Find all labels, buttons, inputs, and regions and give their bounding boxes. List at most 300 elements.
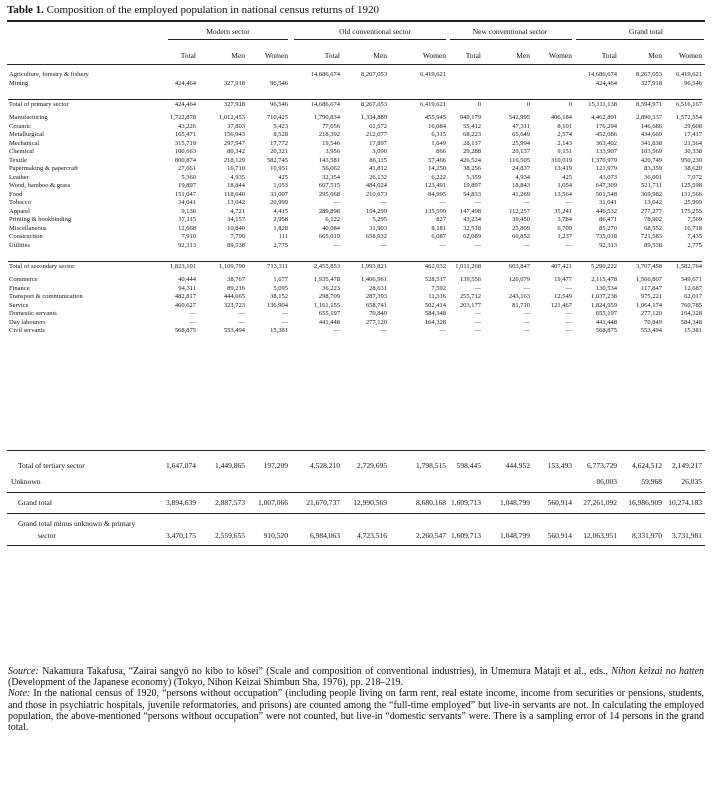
group-header-old: Old conventional sector (339, 27, 411, 36)
cell: 165,471 (174, 131, 196, 138)
row-label: Printing & bookbinding (9, 216, 72, 223)
cell: 7,569 (687, 216, 702, 223)
column-header: Women (264, 51, 288, 60)
cell: 327,918 (196, 100, 245, 111)
row-label: Day labourers (9, 318, 46, 326)
cell: 80,342 (227, 148, 245, 155)
secondary-total-row (8, 262, 702, 273)
primary-total-row (8, 100, 702, 111)
cell: 19,546 (322, 139, 340, 147)
summary-cell: 197,209 (263, 461, 288, 470)
summary-cell: 2,887,573 (215, 498, 245, 507)
cell: 83,359 (644, 165, 662, 172)
cell: 151,047 (174, 190, 196, 198)
cell: 135,599 (424, 207, 446, 215)
cell: 2,958 (273, 216, 288, 223)
table-row (8, 123, 702, 132)
cell: 17,772 (270, 139, 288, 147)
cell: 528,517 (424, 276, 446, 283)
cell: 0 (481, 100, 530, 111)
table-row (8, 216, 702, 225)
cell: 568,875 (595, 327, 617, 334)
cell (530, 80, 572, 89)
cell (288, 80, 340, 89)
cell: 1,790,834 (314, 114, 340, 121)
group-rule-old (294, 39, 446, 40)
cell: — (281, 318, 288, 326)
cell: 6,709 (557, 224, 572, 232)
cell: 1,012,453 (219, 114, 245, 121)
cell: 86,471 (599, 216, 617, 223)
row-label: Ceramic (9, 122, 32, 130)
source-book-title: Nihon keizai no hatten (611, 666, 705, 677)
cell: — (380, 199, 387, 206)
cell (446, 71, 481, 80)
cell: 57,466 (428, 156, 446, 164)
cell: 21,564 (684, 139, 702, 147)
cell: 6,087 (431, 233, 446, 240)
cell: 31,041 (599, 199, 617, 206)
cell: 54,833 (463, 190, 481, 198)
cell: 582,745 (266, 156, 288, 164)
rule-before-tertiary-total (7, 450, 705, 451)
cell: 84,995 (428, 190, 446, 198)
cell: 12,549 (554, 293, 572, 300)
cell: 327,918 (223, 79, 245, 87)
cell: 1,370,979 (591, 156, 617, 164)
cell: 949,179 (459, 114, 481, 121)
summary-cell: Grand total minus unknown & primary (18, 519, 136, 528)
summary-cell: 4,624,512 (632, 461, 662, 470)
cell: 363,402 (595, 139, 617, 147)
cell: 4,934 (515, 173, 530, 181)
cell: 6,419,621 (676, 71, 702, 78)
cell: 0 (446, 100, 481, 111)
table-row (8, 174, 702, 183)
cell: 735,018 (595, 233, 617, 240)
cell: 1,011,268 (446, 262, 481, 273)
table-row (8, 148, 702, 157)
cell: 30,338 (684, 148, 702, 155)
spacer-row (8, 88, 702, 100)
cell: 117,847 (641, 284, 662, 292)
cell: 553,494 (640, 327, 662, 334)
cell: — (523, 327, 530, 334)
cell: 41,812 (369, 165, 387, 172)
cell: 25,809 (512, 224, 530, 232)
cell: — (523, 241, 530, 249)
cell: 130,534 (595, 284, 617, 292)
cell: 68,552 (644, 224, 662, 232)
cell: 89,216 (227, 284, 245, 292)
table-row (8, 276, 702, 285)
summary-cell: 59,968 (641, 477, 662, 486)
summary-cell: Grand total (18, 498, 52, 507)
cell: 3,956 (325, 148, 340, 155)
summary-cell: 1,449,865 (215, 461, 245, 470)
group-rule-new (450, 39, 572, 40)
cell: 136,904 (266, 301, 288, 309)
row-label: Finance (9, 284, 30, 292)
cell: 441,448 (318, 318, 340, 326)
cell: 17,897 (369, 139, 387, 147)
cell: 6,419,621 (387, 100, 446, 111)
cell: 243,163 (508, 293, 530, 300)
cell: 38,620 (684, 165, 702, 172)
cell: 38,256 (463, 165, 481, 172)
cell: 277,277 (640, 207, 662, 215)
cell: 218,129 (223, 156, 245, 164)
cell: 1,064,174 (636, 301, 662, 309)
cell: 4,721 (230, 207, 245, 215)
table-title-text: Composition of the employed population in national census returns of 1920 (46, 4, 380, 16)
row-label: Tobacco (9, 199, 31, 206)
cell: 94,311 (178, 284, 196, 292)
cell: 154,299 (365, 207, 387, 215)
summary-cell: 8,680,168 (416, 498, 446, 507)
cell: 452,086 (595, 131, 617, 138)
cell: 1,053 (273, 182, 288, 189)
cell: 19,897 (178, 182, 196, 189)
cell: 7,435 (687, 233, 702, 240)
table-row (8, 114, 702, 123)
cell: 121,979 (595, 165, 617, 172)
column-header: Women (548, 51, 572, 60)
cell: 710,425 (266, 114, 288, 121)
row-label: Construction (9, 233, 43, 240)
cell: 800,874 (174, 156, 196, 164)
row-label: Total of primary sector (8, 100, 158, 111)
group-rule-modern (168, 39, 288, 40)
summary-cell: 598,445 (456, 461, 481, 470)
cell: 77,656 (322, 122, 340, 130)
cell: 20,321 (270, 148, 288, 155)
cell: 434,669 (640, 131, 662, 138)
cell: — (189, 310, 196, 317)
cell: 4,415 (273, 207, 288, 215)
cell: 70,849 (369, 310, 387, 317)
summary-cell: 8,331,970 (632, 531, 662, 540)
cell: 5,360 (181, 173, 196, 181)
cell: 2,775 (273, 241, 288, 249)
cell: 8,267,053 (636, 71, 662, 78)
cell: 424,464 (174, 79, 196, 87)
column-header: Total (324, 51, 340, 60)
cell: — (333, 241, 340, 249)
cell: 760,785 (680, 301, 702, 309)
cell: 2,455,853 (288, 262, 340, 273)
cell: 460,627 (174, 301, 196, 309)
row-label: Textile (9, 156, 27, 164)
row-label: Civil servants (9, 327, 45, 334)
cell: 6,516,167 (662, 100, 702, 111)
cell: — (439, 199, 446, 206)
cell: 89,538 (644, 241, 662, 249)
cell: 25,999 (684, 199, 702, 206)
table-bottom-rule (7, 545, 705, 546)
summary-cell: Unknown (11, 477, 41, 486)
cell: 655,197 (595, 310, 617, 317)
cell: — (333, 327, 340, 334)
cell: 89,538 (227, 241, 245, 249)
cell: — (523, 199, 530, 206)
cell: 6,419,621 (420, 71, 446, 78)
cell: 1,566,807 (636, 276, 662, 283)
table-row (8, 319, 702, 328)
summary-cell: 1,609,713 (451, 498, 481, 507)
cell: 426,524 (459, 156, 481, 164)
cell: 43,234 (463, 216, 481, 223)
cell: 462,032 (387, 262, 446, 273)
cell: 6,315 (431, 131, 446, 138)
cell: 455,945 (424, 114, 446, 121)
cell: — (474, 241, 481, 249)
table-row (8, 157, 702, 166)
cell: 39,450 (512, 216, 530, 223)
cell: 2,890,337 (636, 114, 662, 121)
cell: 92,313 (178, 241, 196, 249)
cell: 210,673 (365, 190, 387, 198)
summary-cell: 1,609,713 (451, 531, 481, 540)
cell: 5,359 (466, 173, 481, 181)
column-header: Women (422, 51, 446, 60)
note-label: Note: (8, 688, 31, 700)
cell: 35,241 (554, 207, 572, 215)
cell: 36,223 (322, 284, 340, 292)
cell: 5,423 (273, 122, 288, 130)
cell: 424,464 (158, 100, 196, 111)
cell: 1,406,961 (361, 276, 387, 283)
summary-cell: 3,894,639 (166, 498, 196, 507)
table-row (8, 131, 702, 140)
cell: 4,462,891 (591, 114, 617, 121)
cell: 568,875 (174, 327, 196, 334)
source-text-a: Nakamura Takafusa, “Zairai sangyō no kibo to kōsei” (Scale and composition of conventional industries), in Umemura Mataji et al., eds., (42, 666, 612, 677)
cell: — (565, 241, 572, 249)
cell: 1,824,959 (591, 301, 617, 309)
row-label: Mechanical (9, 139, 40, 147)
cell: 37,803 (227, 122, 245, 130)
cell: 13,042 (227, 199, 245, 206)
group-header-new: New conventional sector (472, 27, 548, 36)
cell: 603,847 (481, 262, 530, 273)
top-rule (7, 20, 705, 22)
cell: — (380, 327, 387, 334)
cell: 16,710 (227, 165, 245, 172)
cell: — (474, 310, 481, 317)
table-row (8, 233, 702, 242)
cell: 65,649 (512, 131, 530, 138)
cell: 3,707,458 (617, 262, 662, 273)
cell: 5,095 (273, 284, 288, 292)
cell: 542,995 (508, 114, 530, 121)
cell: 17,417 (684, 131, 702, 138)
cell: 484,024 (365, 182, 387, 189)
table-row (8, 80, 702, 89)
row-label: Transport & communication (9, 293, 83, 300)
row-label: Chemical (9, 148, 34, 155)
group-rule-grand (576, 39, 704, 40)
table-row (8, 327, 702, 336)
cell: 164,328 (424, 318, 446, 326)
cell: 8,181 (431, 224, 446, 232)
cell: 111 (278, 233, 288, 240)
row-label: Apparel (9, 207, 30, 215)
cell: 10,951 (270, 165, 288, 172)
summary-cell: 560,914 (547, 498, 572, 507)
cell: 1,823,101 (158, 262, 196, 273)
row-label: Wood, bamboo & grass (9, 182, 71, 189)
cell: 56,062 (322, 165, 340, 172)
cell: — (565, 199, 572, 206)
cell: 327,918 (640, 79, 662, 87)
summary-cell: 27,261,092 (583, 498, 617, 507)
cell: 1,649 (431, 139, 446, 147)
cell: 5,295 (372, 216, 387, 223)
source-label: Source: (8, 666, 39, 677)
table-row (8, 199, 702, 208)
cell: — (474, 318, 481, 326)
cell: 47,311 (512, 122, 530, 130)
cell: 424,464 (595, 79, 617, 87)
cell: 16,084 (428, 122, 446, 130)
cell: 146,686 (640, 122, 662, 130)
cell: 295,668 (318, 190, 340, 198)
cell: 175,255 (680, 207, 702, 215)
cell: 310,019 (550, 156, 572, 164)
column-header: Total (465, 51, 481, 60)
cell: 441,448 (595, 318, 617, 326)
cell: — (238, 318, 245, 326)
cell: 29,608 (684, 122, 702, 130)
cell: 658,741 (365, 301, 387, 309)
cell: 655,197 (318, 310, 340, 317)
summary-cell: 1,048,799 (500, 531, 530, 540)
cell: 28,137 (463, 139, 481, 147)
summary-cell: 153,493 (547, 461, 572, 470)
table-row (8, 225, 702, 234)
cell: — (189, 318, 196, 326)
cell (446, 80, 481, 89)
cell: 975,221 (640, 293, 662, 300)
table-title (7, 4, 379, 16)
cell: 32,518 (463, 224, 481, 232)
cell: 713,311 (245, 262, 288, 273)
cell: 2,574 (557, 131, 572, 138)
summary-cell: 2,559,655 (215, 531, 245, 540)
cell: 62,017 (684, 293, 702, 300)
cell: 255,712 (459, 293, 481, 300)
cell: 61,572 (369, 122, 387, 130)
cell: 1,054 (557, 182, 572, 189)
source-note (8, 666, 704, 688)
cell: 647,309 (595, 182, 617, 189)
cell: 0 (530, 100, 572, 111)
cell: 444,665 (223, 293, 245, 300)
cell: 15,111,138 (572, 100, 617, 111)
cell: 40,084 (322, 224, 340, 232)
cell: 584,348 (680, 318, 702, 326)
cell: 36,001 (644, 173, 662, 181)
cell: 212,077 (365, 131, 387, 138)
cell: 1,334,889 (361, 114, 387, 121)
table-row (8, 302, 702, 311)
cell: 19,477 (554, 276, 572, 283)
cell: 60,852 (512, 233, 530, 240)
row-label: Service (9, 301, 29, 309)
cell: 13,419 (554, 165, 572, 172)
cell: 12,668 (178, 224, 196, 232)
cell: — (565, 318, 572, 326)
column-header: Men (648, 51, 662, 60)
cell: 3,784 (557, 216, 572, 223)
summary-cell: 3,731,981 (672, 531, 702, 540)
cell: 323,723 (223, 301, 245, 309)
cell: 406,184 (550, 114, 572, 121)
cell: 41,269 (512, 190, 530, 198)
spacer-row (8, 250, 702, 262)
cell: 297,947 (223, 139, 245, 147)
cell: 139,556 (459, 276, 481, 283)
cell: 14,686,674 (587, 71, 617, 78)
cell: 1,722,878 (170, 114, 196, 121)
table-row (8, 310, 702, 319)
summary-cell: 2,149,217 (672, 461, 702, 470)
cell: 78,902 (644, 216, 662, 223)
cell: 2,143 (557, 139, 572, 147)
table-row (8, 293, 702, 302)
cell: 156,943 (223, 131, 245, 138)
cell (481, 80, 530, 89)
cell: — (439, 241, 446, 249)
summary-cell: sector (38, 531, 56, 540)
cell: 13,042 (644, 199, 662, 206)
cell: — (523, 318, 530, 326)
cell: 55,412 (463, 122, 481, 130)
summary-cell: 444,952 (505, 461, 530, 470)
summary-cell: 4,528,210 (310, 461, 340, 470)
table-row (8, 242, 702, 251)
row-label: Papermaking & papercraft (9, 165, 78, 172)
header-bottom-rule (7, 64, 705, 65)
cell: 43,226 (178, 122, 196, 130)
cell: 3,090 (372, 148, 387, 155)
summary-cell: 16,986,909 (628, 498, 662, 507)
cell: 121,467 (550, 301, 572, 309)
cell: 1,935,478 (314, 276, 340, 283)
summary-cell: 1,007,066 (258, 498, 288, 507)
cell: 11,316 (428, 293, 446, 300)
group-header-modern: Modern sector (206, 27, 250, 36)
summary-cell: 6,773,729 (587, 461, 617, 470)
cell: 20,137 (512, 148, 530, 155)
cell: 1,582,764 (662, 262, 702, 273)
cell: 125,598 (680, 182, 702, 189)
row-label: Commerce (9, 276, 38, 283)
cell (196, 71, 245, 80)
cell: 8,528 (273, 131, 288, 138)
cell: 482,817 (174, 293, 196, 300)
table-row (8, 140, 702, 149)
cell: — (439, 327, 446, 334)
summary-cell: 1,048,799 (500, 498, 530, 507)
cell: 14,686,674 (310, 71, 340, 78)
cell: 8,267,053 (361, 71, 387, 78)
cell (158, 71, 196, 80)
cell: 1,828 (273, 224, 288, 232)
summary-cell: 910,520 (263, 531, 288, 540)
cell (481, 71, 530, 80)
